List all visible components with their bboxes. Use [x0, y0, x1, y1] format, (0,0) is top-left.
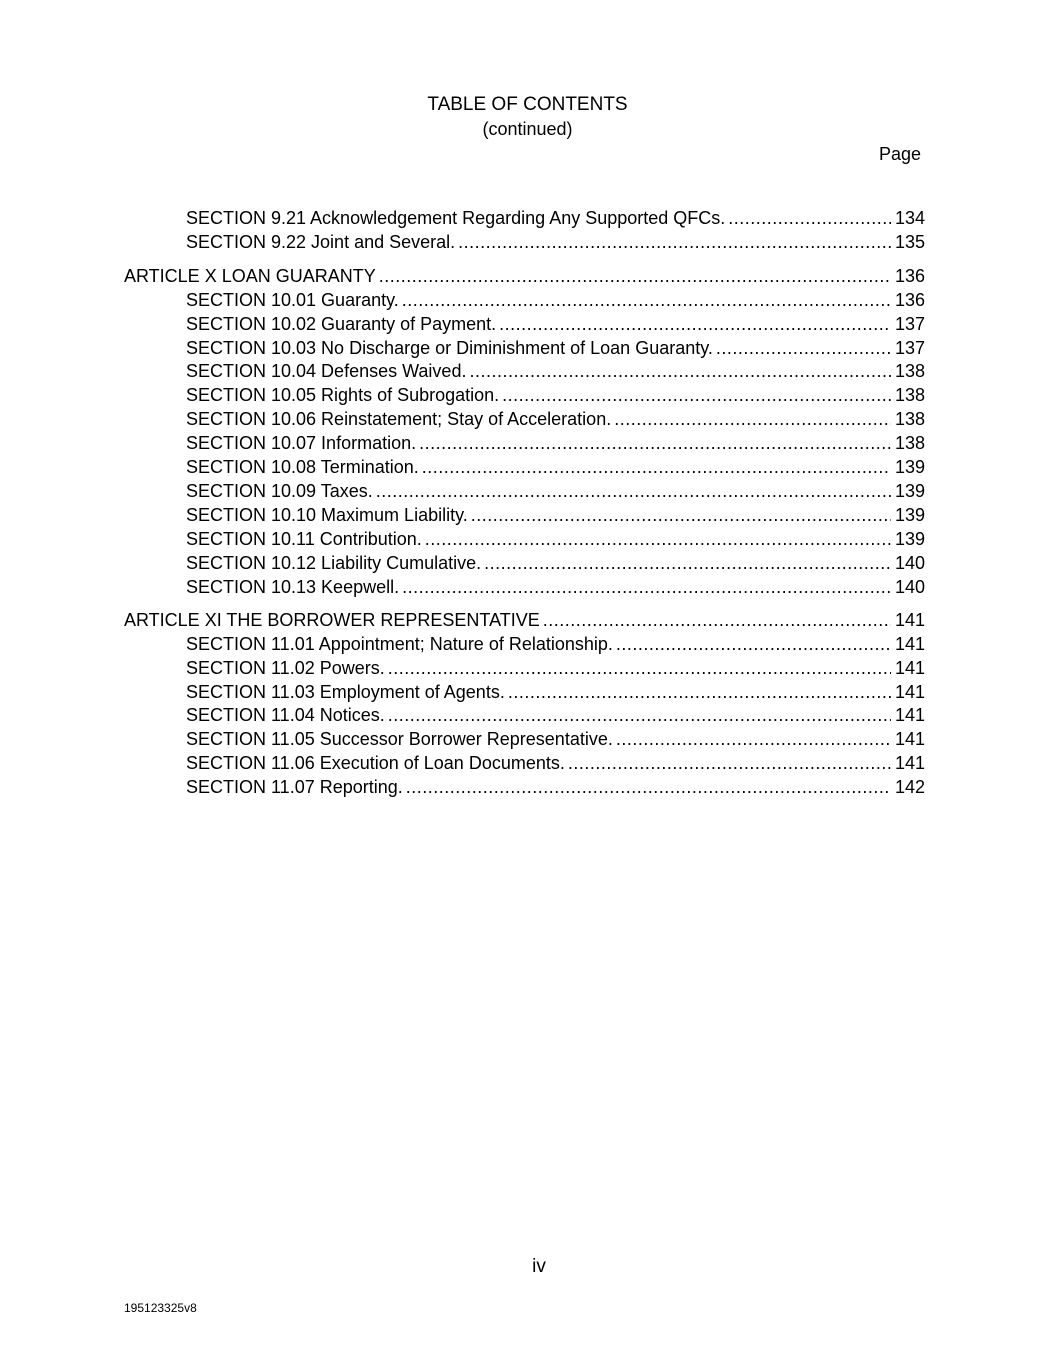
dot-leader: [616, 633, 891, 655]
dot-leader: [543, 609, 891, 631]
toc-entry-label: SECTION 11.01 Appointment; Nature of Relationship.: [186, 634, 613, 654]
toc-entry-label: SECTION 10.08 Termination.: [186, 457, 419, 477]
toc-entry-label: ARTICLE X LOAN GUARANTY: [124, 266, 376, 286]
dot-leader: [728, 207, 891, 229]
toc-entry-section[interactable]: [186, 382, 925, 406]
toc-entry-label: SECTION 11.07 Reporting.: [186, 777, 403, 797]
toc-entry-page: 141: [894, 634, 925, 654]
dot-leader: [376, 480, 891, 502]
toc-entry-page: 140: [894, 577, 925, 597]
toc-entry-page: 141: [894, 729, 925, 749]
toc-entry-section[interactable]: [186, 502, 925, 526]
toc-entry-section[interactable]: [186, 205, 925, 229]
toc-entry-page: 138: [894, 433, 925, 453]
dot-leader: [419, 432, 891, 454]
dot-leader: [499, 313, 891, 335]
dot-leader: [616, 728, 891, 750]
toc-entry-label: SECTION 10.12 Liability Cumulative.: [186, 553, 482, 573]
toc-entry-page: 136: [894, 290, 925, 310]
toc-entry-label: SECTION 10.04 Defenses Waived.: [186, 361, 467, 381]
toc-entry-section[interactable]: [186, 655, 925, 679]
toc-entry-page: 141: [894, 682, 925, 702]
toc-entry-section[interactable]: [186, 311, 925, 335]
toc-entry-section[interactable]: [186, 406, 925, 430]
toc-entry-page: 138: [894, 361, 925, 381]
toc-entry-page: 134: [894, 208, 925, 228]
toc-entry-page: 141: [894, 610, 925, 630]
toc-entry-page: 136: [894, 266, 925, 286]
toc-entry-label: SECTION 11.04 Notices.: [186, 705, 385, 725]
dot-leader: [388, 704, 891, 726]
toc-entry-article[interactable]: [124, 607, 925, 631]
dot-leader: [379, 265, 891, 287]
toc-entry-section[interactable]: [186, 335, 925, 359]
toc-entry-label: ARTICLE XI THE BORROWER REPRESENTATIVE: [124, 610, 540, 630]
toc-entry-page: 139: [894, 457, 925, 477]
toc-entry-label: SECTION 10.10 Maximum Liability.: [186, 505, 468, 525]
dot-leader: [388, 657, 891, 679]
toc-entry-label: SECTION 10.07 Information.: [186, 433, 417, 453]
dot-leader: [402, 576, 891, 598]
toc-entry-label: SECTION 11.05 Successor Borrower Representative.: [186, 729, 613, 749]
toc-entry-label: SECTION 11.03 Employment of Agents.: [186, 682, 505, 702]
toc-entry-section[interactable]: [186, 631, 925, 655]
toc-entry-section[interactable]: [186, 478, 925, 502]
toc-entry-section[interactable]: [186, 430, 925, 454]
dot-leader: [484, 552, 891, 574]
dot-leader: [425, 528, 891, 550]
document-id: 195123325v8: [124, 1301, 197, 1315]
dot-leader: [402, 289, 891, 311]
toc-entry-section[interactable]: [186, 774, 925, 798]
toc-entry-page: 137: [894, 314, 925, 334]
toc-entry-label: SECTION 10.03 No Discharge or Diminishment of Loan Guaranty.: [186, 338, 713, 358]
dot-leader: [508, 681, 891, 703]
toc-entry-section[interactable]: [186, 750, 925, 774]
toc-entry-label: SECTION 10.02 Guaranty of Payment.: [186, 314, 497, 334]
toc-entry-label: SECTION 9.22 Joint and Several.: [186, 232, 456, 252]
toc-entry-page: 139: [894, 505, 925, 525]
toc-entry-section[interactable]: [186, 287, 925, 311]
dot-leader: [502, 384, 891, 406]
toc-entry-section[interactable]: [186, 574, 925, 598]
toc-entry-label: SECTION 10.09 Taxes.: [186, 481, 373, 501]
dot-leader: [458, 231, 891, 253]
toc-entry-label: SECTION 10.11 Contribution.: [186, 529, 422, 549]
toc-entry-section[interactable]: [186, 229, 925, 253]
toc-entry-section[interactable]: [186, 726, 925, 750]
dot-leader: [716, 337, 891, 359]
toc-entry-label: SECTION 11.06 Execution of Loan Documents.: [186, 753, 565, 773]
page-column-label: Page: [878, 144, 921, 164]
toc-entry-label: SECTION 9.21 Acknowledgement Regarding Any Supported QFCs.: [186, 208, 726, 228]
toc-entry-article[interactable]: [124, 263, 925, 287]
dot-leader: [614, 408, 891, 430]
dot-leader: [471, 504, 891, 526]
toc-entry-page: 140: [894, 553, 925, 573]
dot-leader: [406, 776, 891, 798]
toc-entry-page: 139: [894, 529, 925, 549]
toc-subtitle: (continued): [482, 119, 573, 139]
toc-entry-page: 137: [894, 338, 925, 358]
dot-leader: [568, 752, 891, 774]
toc-entry-label: SECTION 10.05 Rights of Subrogation.: [186, 385, 500, 405]
toc-entry-page: 139: [894, 481, 925, 501]
toc-title: TABLE OF CONTENTS: [427, 94, 628, 115]
toc-entry-page: 138: [894, 409, 925, 429]
toc-entry-page: 141: [894, 658, 925, 678]
toc-entry-section[interactable]: [186, 550, 925, 574]
page-number: iv: [532, 1256, 546, 1277]
toc-entry-label: SECTION 10.06 Reinstatement; Stay of Acceleration.: [186, 409, 612, 429]
toc-entry-section[interactable]: [186, 526, 925, 550]
dot-leader: [469, 360, 891, 382]
toc-entry-label: SECTION 11.02 Powers.: [186, 658, 385, 678]
toc-entry-page: 141: [894, 705, 925, 725]
toc-entry-section[interactable]: [186, 358, 925, 382]
toc-entry-label: SECTION 10.13 Keepwell.: [186, 577, 400, 597]
toc-entry-section[interactable]: [186, 679, 925, 703]
toc-entry-label: SECTION 10.01 Guaranty.: [186, 290, 399, 310]
toc-entry-page: 141: [894, 753, 925, 773]
toc-entry-section[interactable]: [186, 454, 925, 478]
toc-entry-page: 138: [894, 385, 925, 405]
toc-entry-section[interactable]: [186, 702, 925, 726]
toc-entry-page: 135: [894, 232, 925, 252]
dot-leader: [422, 456, 891, 478]
toc-entry-page: 142: [894, 777, 925, 797]
